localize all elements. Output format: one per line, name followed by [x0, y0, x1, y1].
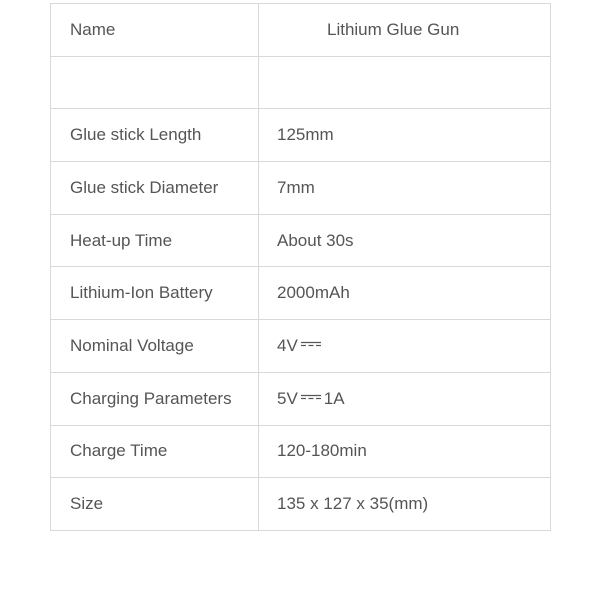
table-row [51, 478, 551, 531]
row-label-charge-time: Charge Time [51, 425, 259, 478]
blank-value [259, 56, 551, 109]
charging-parameters-suffix: 1A [323, 388, 345, 408]
header-label: Name [51, 4, 259, 57]
table-row [51, 372, 551, 425]
table-row [51, 109, 551, 162]
row-label-glue-stick-length: Glue stick Length [51, 109, 259, 162]
row-value-heat-up-time: About 30s [259, 214, 551, 267]
row-value-glue-stick-length: 125mm [259, 109, 551, 162]
spec-table [50, 3, 551, 531]
table-row [51, 320, 551, 373]
blank-label [51, 56, 259, 109]
row-value-size: 135 x 127 x 35(mm) [259, 478, 551, 531]
table-row [51, 425, 551, 478]
row-label-glue-stick-diameter: Glue stick Diameter [51, 162, 259, 215]
table-header-row [51, 4, 551, 57]
row-label-charging-parameters: Charging Parameters [51, 372, 259, 425]
table-row [51, 267, 551, 320]
charging-parameters-prefix: 5V [277, 388, 298, 408]
dc-current-icon [301, 394, 321, 402]
row-label-nominal-voltage: Nominal Voltage [51, 320, 259, 373]
row-label-lithium-ion-battery: Lithium-Ion Battery [51, 267, 259, 320]
row-value-nominal-voltage [259, 320, 551, 373]
header-value: Lithium Glue Gun [259, 4, 551, 57]
dc-current-icon [301, 341, 321, 349]
row-value-lithium-ion-battery: 2000mAh [259, 267, 551, 320]
nominal-voltage-prefix: 4V [277, 335, 298, 355]
table-row [51, 162, 551, 215]
table-row [51, 214, 551, 267]
row-label-heat-up-time: Heat-up Time [51, 214, 259, 267]
row-value-charge-time: 120-180min [259, 425, 551, 478]
row-value-glue-stick-diameter: 7mm [259, 162, 551, 215]
row-label-size: Size [51, 478, 259, 531]
table-row-blank [51, 56, 551, 109]
row-value-charging-parameters [259, 372, 551, 425]
